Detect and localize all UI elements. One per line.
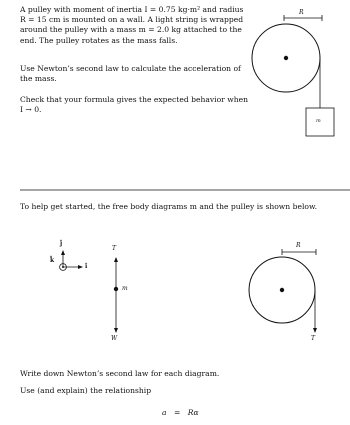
check-line-2: I → 0. — [20, 105, 42, 115]
check-line-1: Check that your formula gives the expected behavior when — [20, 95, 248, 104]
mass-label-fbd: m — [122, 285, 128, 292]
mass-label-top: m — [316, 118, 321, 124]
problem-line-3: around the pulley with a mass m = 2.0 kg attached to the — [20, 25, 242, 35]
instruction-line-1: Use Newton’s second law to calculate the acceleration of — [20, 64, 241, 73]
problem-line-2: R = 15 cm is mounted on a wall. A light string is wrapped — [20, 15, 244, 25]
axis-j-label: ĵ — [60, 240, 63, 247]
radius-label-top: R — [299, 9, 304, 16]
instruction-line-2: the mass. — [20, 74, 57, 84]
footer-line-2: Use (and explain) the relationship — [20, 386, 152, 395]
tension-label-mass: T — [112, 245, 117, 252]
coordinate-axes — [60, 250, 83, 270]
help-text: To help get started, the free body diagrams m and the pulley is shown below. — [20, 202, 317, 211]
radius-label-fbd: R — [296, 242, 301, 249]
weight-label: W — [111, 335, 118, 342]
mass-force-diagram — [114, 257, 118, 333]
axis-k-label: k̂ — [50, 257, 55, 264]
equation-rhs: Rα — [187, 408, 199, 417]
equation — [162, 408, 199, 417]
pulley-axle — [284, 56, 288, 60]
problem-line-4: end. The pulley rotates as the mass falls. — [20, 35, 178, 45]
footer-line-1: Write down Newton’s second law for each diagram. — [20, 369, 220, 378]
tension-label-pulley: T — [311, 335, 316, 342]
pulley-force-diagram — [249, 249, 317, 333]
equation-lhs: a — [162, 408, 167, 417]
problem-line-1: A pulley with moment of inertia I = 0.75 kg·m² and radius — [20, 5, 244, 14]
equation-sign: = — [173, 408, 181, 417]
axis-i-label: î — [85, 263, 88, 270]
